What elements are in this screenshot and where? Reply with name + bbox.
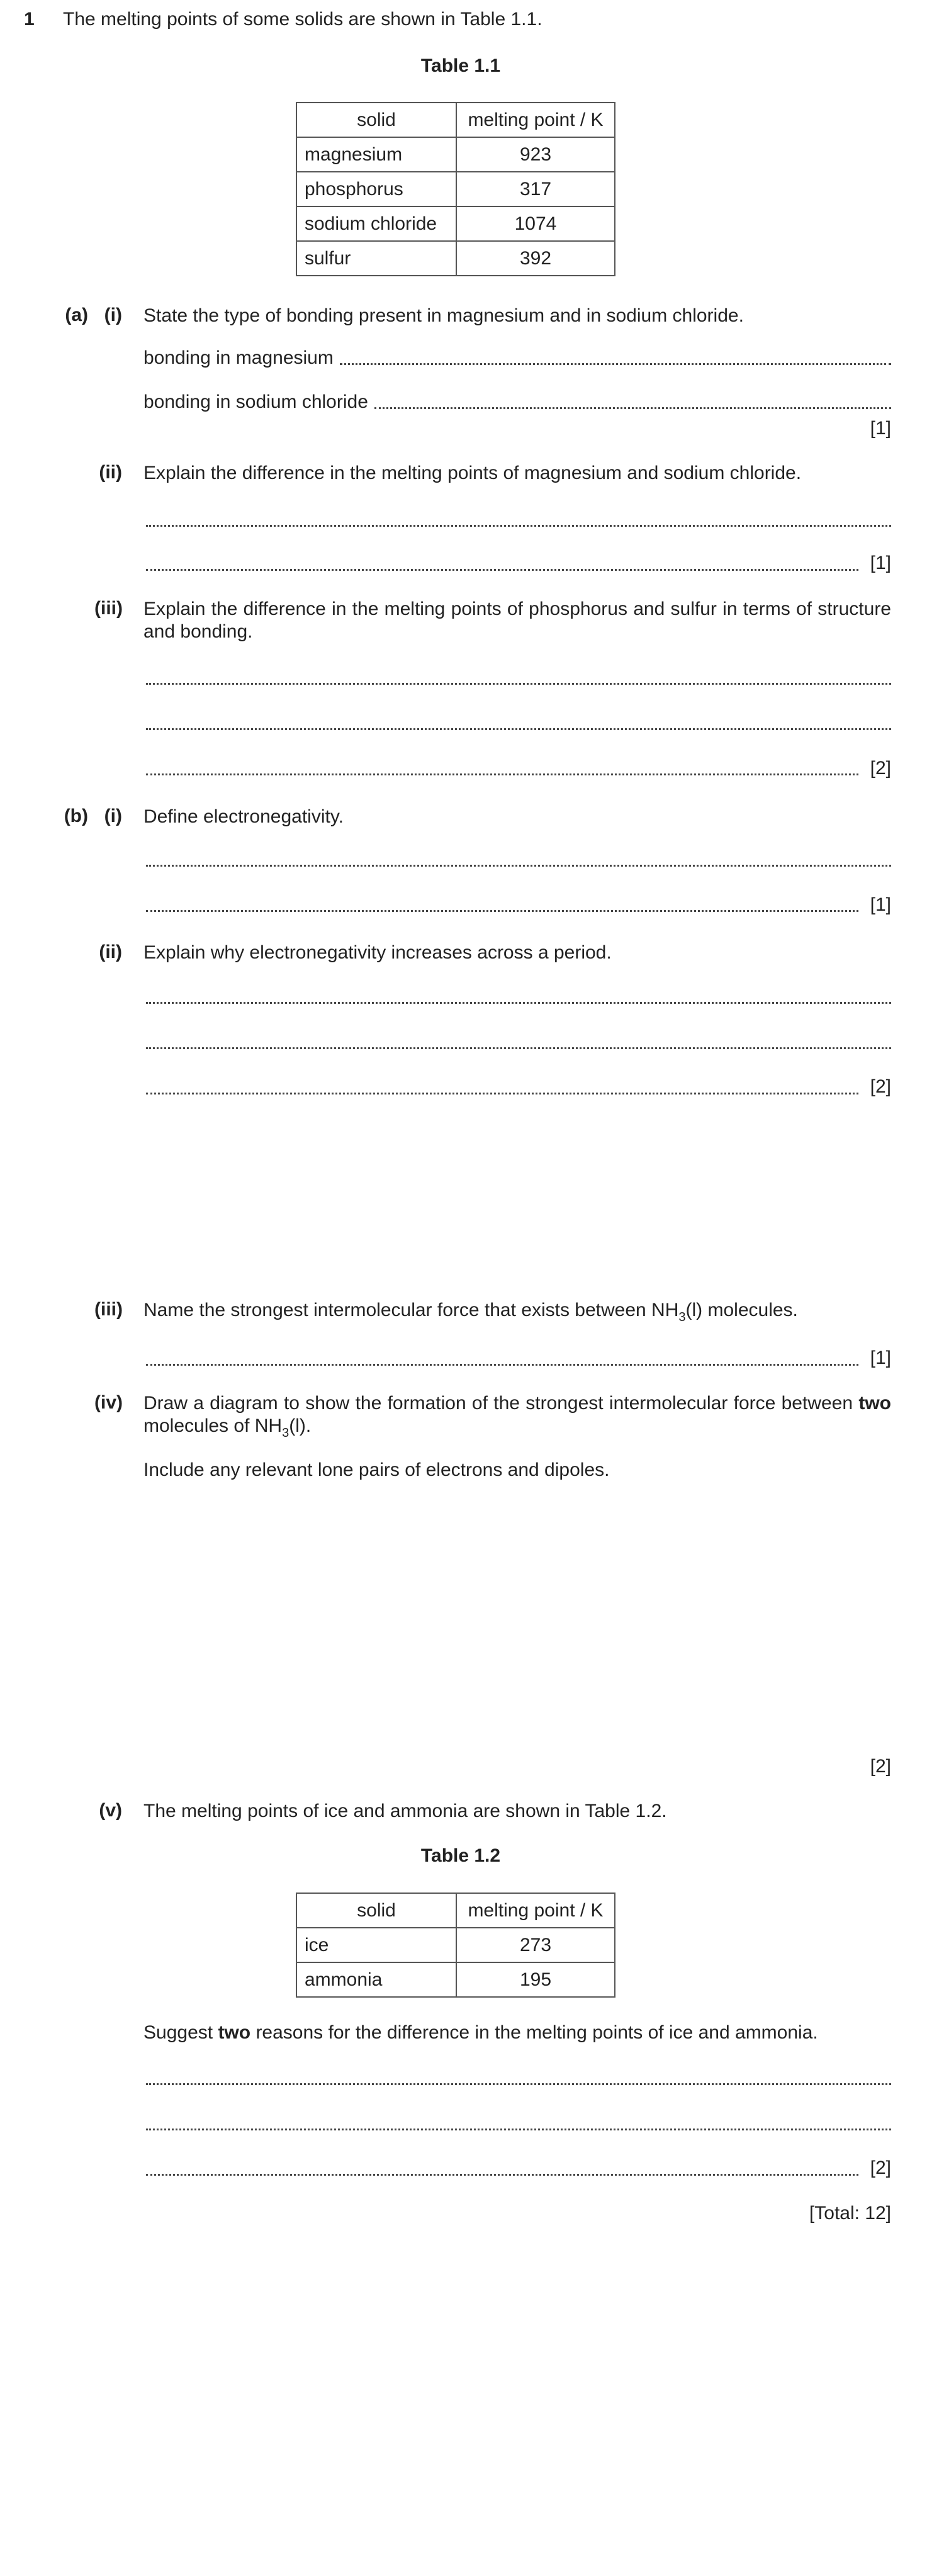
- question-b-ii-text: Explain why electronegativity increases across a period.: [143, 942, 612, 963]
- question-a-i-text: State the type of bonding present in magnesium and in sodium chloride.: [143, 305, 744, 326]
- answer-line[interactable]: [146, 1364, 858, 1366]
- mark-allocation: [1]: [870, 418, 891, 439]
- question-b-v-text: The melting points of ice and ammonia are shown in Table 1.2.: [143, 1801, 667, 1821]
- answer-line[interactable]: [146, 525, 891, 527]
- table-cell: sodium chloride: [296, 206, 456, 241]
- answer-line[interactable]: [146, 1047, 891, 1049]
- subpart-label: (v): [99, 1800, 122, 1821]
- table-cell: 317: [456, 172, 615, 206]
- subpart-label: (ii): [99, 462, 122, 483]
- answer-line[interactable]: [146, 910, 858, 912]
- table-cell: ice: [296, 1928, 456, 1962]
- part-a-label: (a): [65, 305, 88, 325]
- table-cell: 1074: [456, 206, 615, 241]
- question-intro: The melting points of some solids are shown in Table 1.1.: [63, 9, 542, 30]
- table-header-row: [296, 103, 615, 137]
- table-row: [296, 137, 615, 172]
- answer-line[interactable]: [146, 728, 891, 730]
- table-cell: magnesium: [296, 137, 456, 172]
- question-b-v-suggest: Suggest two reasons for the difference in the melting points of ice and ammonia.: [143, 2022, 818, 2043]
- question-b-iv-text: Draw a diagram to show the formation of the strongest intermolecular force between two molecules of $NH_3(l)$.: [143, 1393, 891, 1440]
- table-row: [296, 1962, 615, 1997]
- mark-allocation: [2]: [870, 1076, 891, 1097]
- table-row: [296, 172, 615, 206]
- question-b-iv-instruction: Include any relevant lone pairs of electrons and dipoles.: [143, 1460, 610, 1480]
- table-1-1-caption: Table 1.1: [420, 55, 501, 76]
- table-1-2: [296, 1893, 615, 1998]
- diagram-drawing-area[interactable]: [143, 1492, 891, 1743]
- table-header-cell: melting point / K: [456, 103, 615, 137]
- table-1-2-caption: Table 1.2: [420, 1845, 501, 1866]
- answer-line[interactable]: [146, 2174, 858, 2176]
- answer-line[interactable]: [146, 2129, 891, 2130]
- table-cell: ammonia: [296, 1962, 456, 1997]
- table-1-1: [296, 102, 615, 276]
- table-row: [296, 1928, 615, 1962]
- mark-allocation: [1]: [870, 553, 891, 573]
- mark-allocation: [2]: [870, 1756, 891, 1777]
- mark-allocation: [2]: [870, 758, 891, 779]
- mark-allocation: [1]: [870, 1347, 891, 1368]
- answer-line[interactable]: [146, 1002, 891, 1004]
- table-cell: sulfur: [296, 241, 456, 276]
- question-b-iii-text: Name the strongest intermolecular force that exists between $NH_3(l)$ molecules.: [143, 1300, 798, 1324]
- question-a-ii-text: Explain the difference in the melting points of magnesium and sodium chloride.: [143, 463, 802, 483]
- answer-line[interactable]: [146, 865, 891, 867]
- table-cell: phosphorus: [296, 172, 456, 206]
- answer-line[interactable]: [146, 773, 858, 775]
- table-row: [296, 206, 615, 241]
- answer-line[interactable]: [146, 1093, 858, 1094]
- subpart-label: (i): [104, 806, 122, 826]
- table-cell: 273: [456, 1928, 615, 1962]
- answer-line[interactable]: [146, 683, 891, 685]
- mark-allocation: [2]: [870, 2157, 891, 2178]
- table-cell: 923: [456, 137, 615, 172]
- table-header-row: [296, 1893, 615, 1928]
- subpart-label: (ii): [99, 942, 122, 962]
- total-marks: [Total: 12]: [809, 2203, 891, 2224]
- question-a-iii-text: Explain the difference in the melting points of phosphorus and sulfur in terms of structure and bonding.: [143, 599, 891, 642]
- subpart-label: (iii): [94, 598, 123, 619]
- question-number: 1: [24, 9, 35, 30]
- question-b-i-text: Define electronegativity.: [143, 806, 344, 827]
- table-header-cell: solid: [296, 1893, 456, 1928]
- subpart-label: (iii): [94, 1299, 123, 1320]
- table-row: [296, 241, 615, 276]
- answer-line-sodium-chloride[interactable]: [143, 391, 891, 413]
- part-b-label: (b): [64, 806, 88, 826]
- answer-line-magnesium[interactable]: [143, 347, 891, 369]
- answer-line-label: bonding in magnesium: [143, 347, 334, 368]
- mark-allocation: [1]: [870, 894, 891, 915]
- table-cell: 195: [456, 1962, 615, 1997]
- table-header-cell: solid: [296, 103, 456, 137]
- answer-line[interactable]: [146, 569, 858, 571]
- answer-line[interactable]: [146, 2083, 891, 2085]
- answer-line-label: bonding in sodium chloride: [143, 391, 368, 412]
- table-cell: 392: [456, 241, 615, 276]
- table-header-cell: melting point / K: [456, 1893, 615, 1928]
- subpart-label: (iv): [94, 1392, 123, 1413]
- subpart-label: (i): [104, 305, 122, 325]
